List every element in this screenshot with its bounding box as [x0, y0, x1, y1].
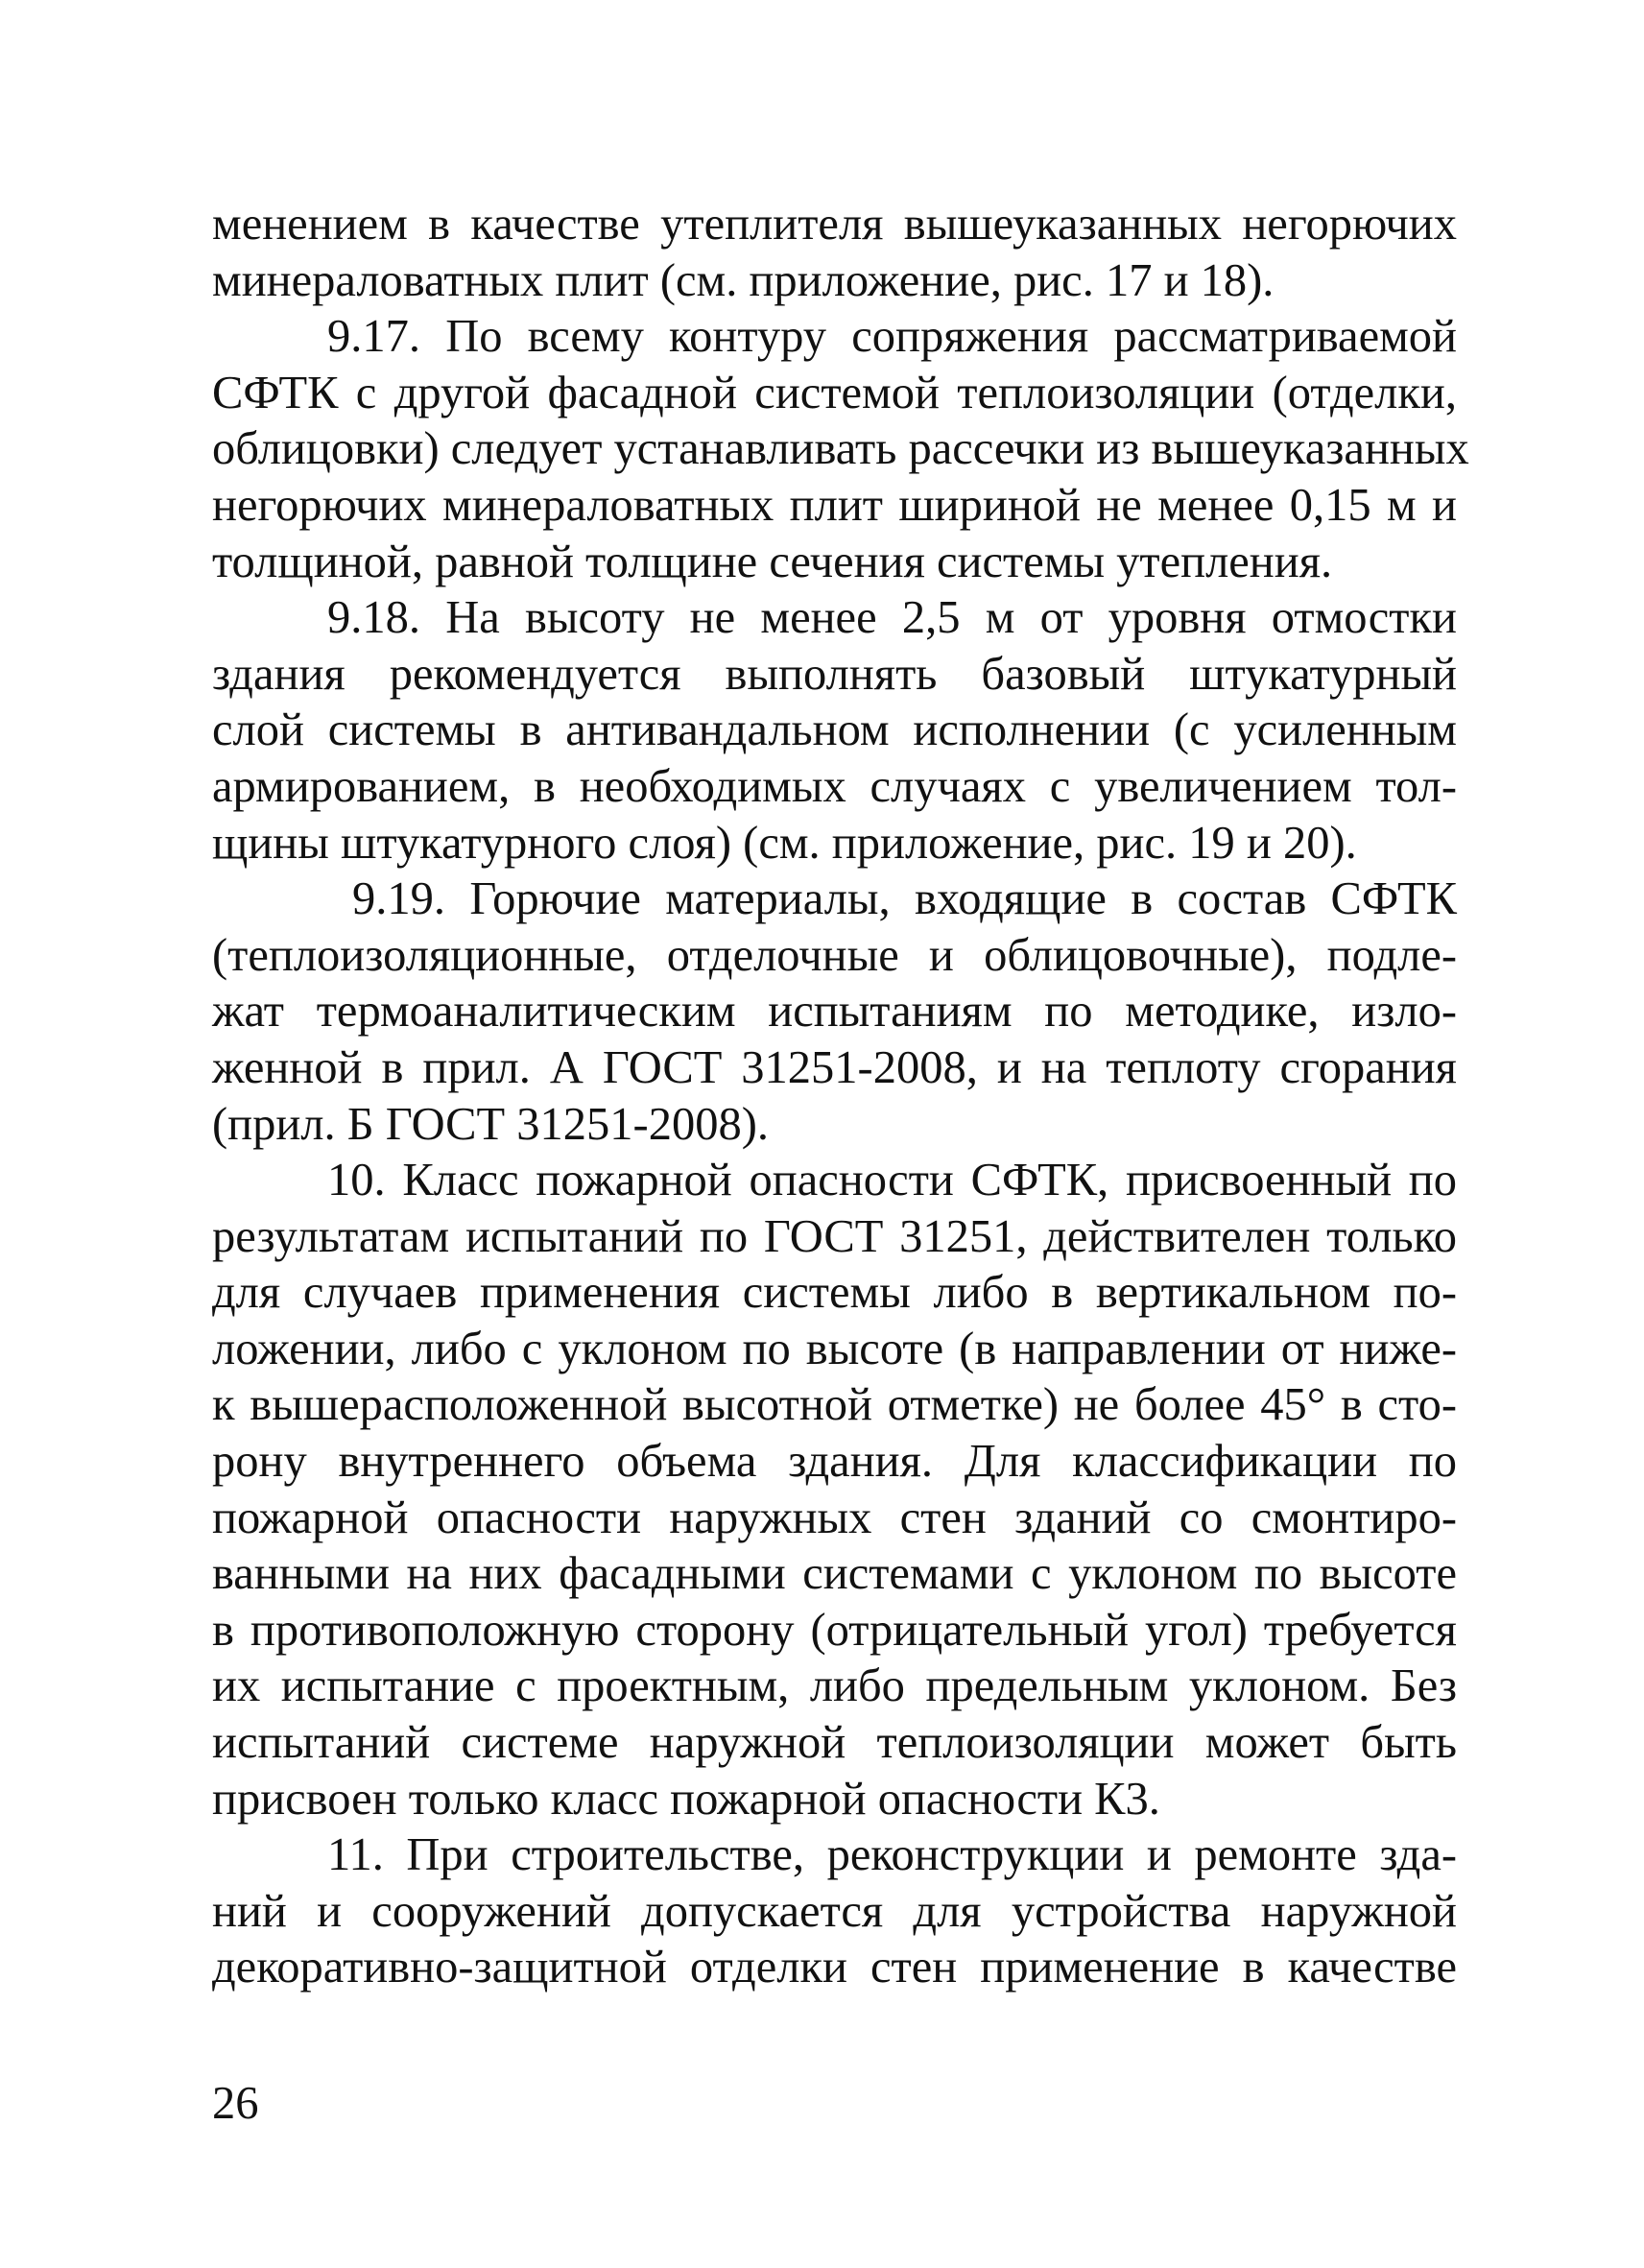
text-line: в противоположную сторону (отрицательный угол) требуется	[212, 1604, 1457, 1656]
text-line: минераловатных плит (см. приложение, рис. 17 и 18).	[212, 254, 1275, 306]
text-line: пожарной опасности наружных стен зданий со смонтиро-	[212, 1492, 1457, 1543]
text-line: присвоен только класс пожарной опасности К3.	[212, 1773, 1160, 1825]
text-line: (прил. Б ГОСТ 31251-2008).	[212, 1098, 769, 1150]
text-line: щины штукатурного слоя) (см. приложение, рис. 19 и 20).	[212, 817, 1357, 869]
body-text	[212, 197, 1469, 1996]
text-line: ванными на них фасадными системами с уклоном по высоте	[212, 1548, 1457, 1600]
text-line: здания рекомендуется выполнять базовый штукатурный	[212, 648, 1457, 700]
text-line: 9.19. Горючие материалы, входящие в состав СФТК	[352, 873, 1457, 925]
page-number: 26	[212, 2078, 259, 2129]
text-line: 9.18. На высоту не менее 2,5 м от уровня отмостки	[327, 592, 1457, 644]
text-line: толщиной, равной толщине сечения системы утепления.	[212, 536, 1333, 587]
text-line: рону внутреннего объема здания. Для классификации по	[212, 1436, 1457, 1488]
text-line: жат термоаналитическим испытаниям по методике, изло-	[212, 986, 1457, 1038]
text-line: менением в качестве утеплителя вышеуказанных негорючих	[212, 199, 1457, 250]
text-line: (теплоизоляционные, отделочные и облицовочные), подле-	[212, 929, 1457, 981]
text-line: 11. При строительстве, реконструкции и ремонте зда-	[327, 1829, 1457, 1881]
text-line: ложении, либо с уклоном по высоте (в направлении от ниже-	[212, 1323, 1457, 1374]
text-line: декоративно-защитной отделки стен применение в качестве	[212, 1942, 1457, 1993]
text-line: слой системы в антивандальном исполнении (с усиленным	[212, 704, 1457, 756]
text-line: результатам испытаний по ГОСТ 31251, действителен только	[212, 1210, 1457, 1262]
text-line: негорючих минераловатных плит шириной не менее 0,15 м и	[212, 479, 1457, 531]
text-line: СФТК с другой фасадной системой теплоизоляции (отделки,	[212, 367, 1457, 418]
text-line: ний и сооружений допускается для устройства наружной	[212, 1885, 1457, 1937]
text-line: 9.17. По всему контуру сопряжения рассматриваемой	[327, 311, 1457, 363]
text-line: 10. Класс пожарной опасности СФТК, присвоенный по	[327, 1155, 1457, 1206]
text-line: армированием, в необходимых случаях с увеличением тол-	[212, 760, 1457, 812]
text-line: испытаний системе наружной теплоизоляции может быть	[212, 1717, 1457, 1769]
text-line: для случаев применения системы либо в вертикальном по-	[212, 1267, 1457, 1319]
text-line: облицовки) следует устанавливать рассечки из вышеуказанных	[212, 423, 1469, 475]
text-line: женной в прил. А ГОСТ 31251-2008, и на теплоту сгорания	[212, 1041, 1457, 1093]
text-line: их испытание с проектным, либо предельным уклоном. Без	[212, 1660, 1457, 1712]
text-line: к вышерасположенной высотной отметке) не более 45° в сто-	[212, 1379, 1457, 1431]
